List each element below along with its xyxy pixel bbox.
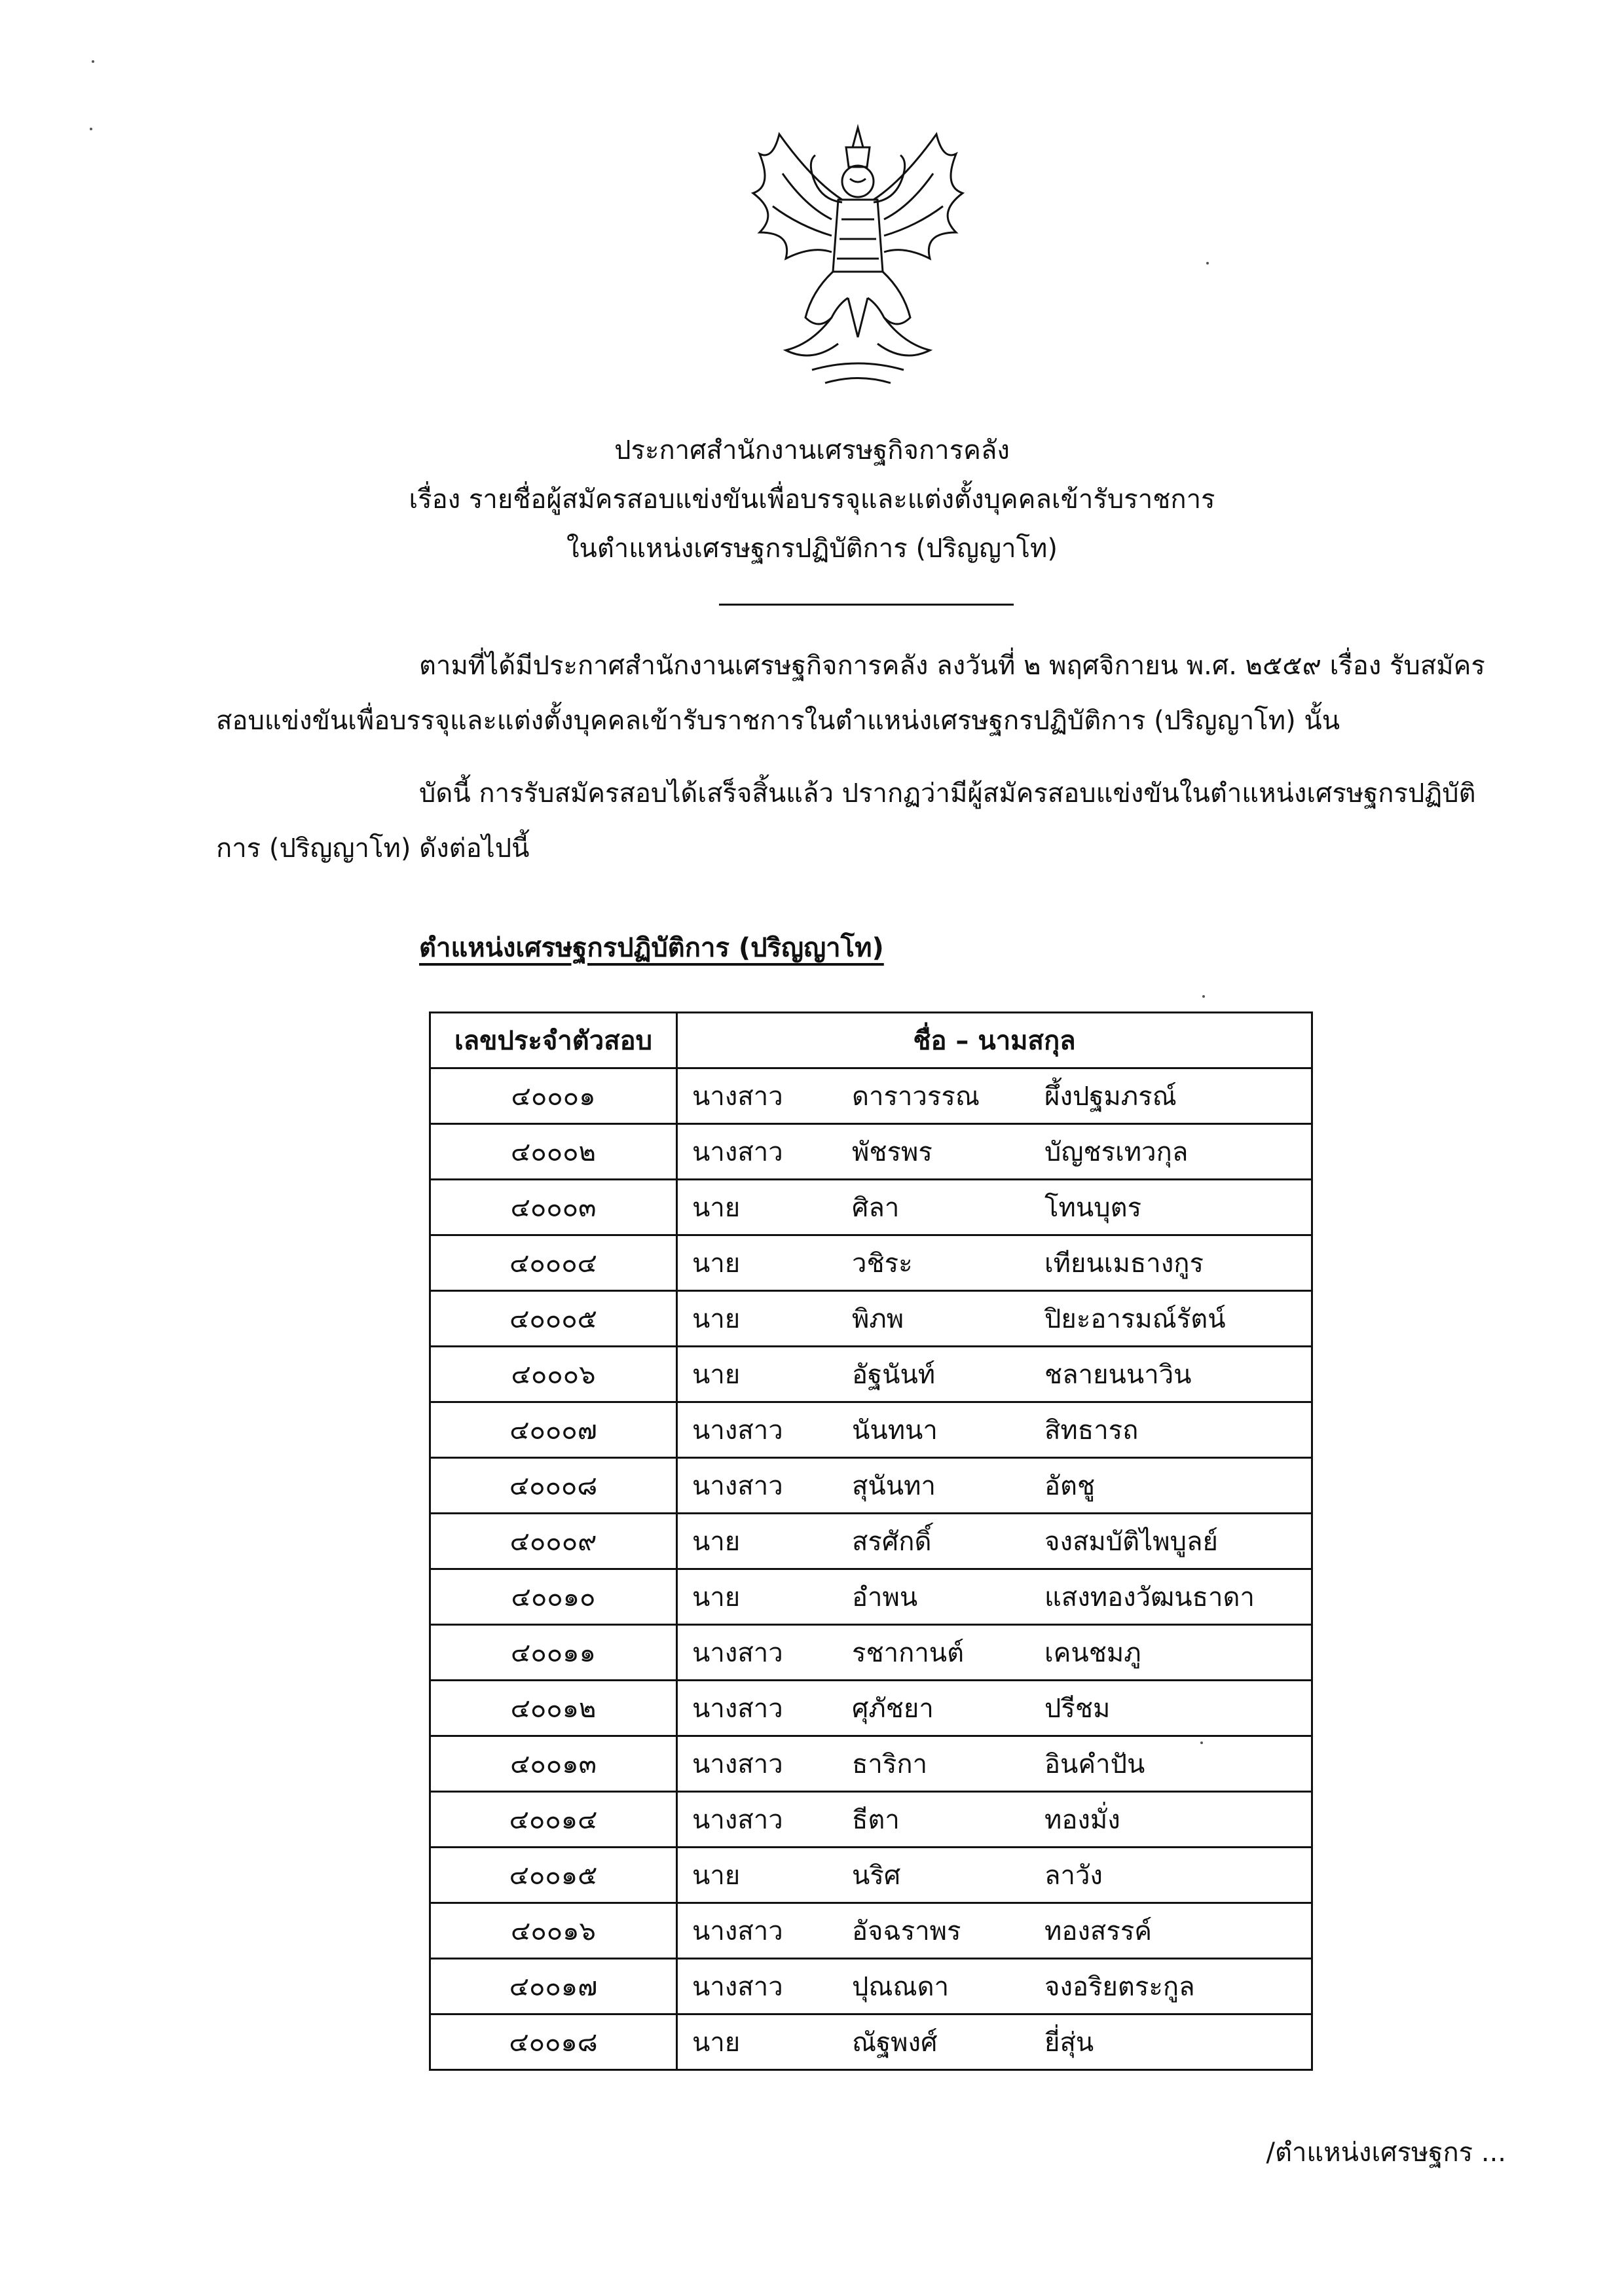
cell-last-name: เทียนเมธางกูร (1030, 1235, 1312, 1291)
scan-speck (1202, 995, 1205, 998)
cell-first-name: นริศ (838, 1848, 1030, 1903)
cell-first-name: รชากานต์ (838, 1625, 1030, 1681)
cell-prefix: นางสาว (677, 1792, 838, 1848)
cell-prefix: นาย (677, 1848, 838, 1903)
cell-last-name: ทองสรรค์ (1030, 1903, 1312, 1959)
cell-last-name: ผึ้งปฐมภรณ์ (1030, 1068, 1312, 1124)
cell-last-name: ลาวัง (1030, 1848, 1312, 1903)
table-row (430, 1625, 1312, 1681)
table-row (430, 1291, 1312, 1347)
title-divider (719, 604, 1014, 606)
cell-exam-id: ๔๐๐๑๔ (430, 1792, 677, 1848)
cell-prefix: นาย (677, 1291, 838, 1347)
cell-last-name: สิทธารถ (1030, 1402, 1312, 1458)
cell-exam-id: ๔๐๐๐๖ (430, 1347, 677, 1402)
cell-prefix: นางสาว (677, 1903, 838, 1959)
table-row (430, 1068, 1312, 1124)
scan-speck (90, 128, 92, 130)
cell-exam-id: ๔๐๐๑๑ (430, 1625, 677, 1681)
garuda-emblem-icon (733, 121, 982, 396)
table-row (430, 1347, 1312, 1402)
cell-first-name: พัชรพร (838, 1124, 1030, 1180)
table-row (430, 2014, 1312, 2070)
title-line-2: เรื่อง รายชื่อผู้สมัครสอบแข่งขันเพื่อบรรจุและแต่งตั้งบุคคลเข้ารับราชการ (409, 484, 1215, 515)
cell-last-name: โทนบุตร (1030, 1180, 1312, 1235)
continuation-note: /ตำแหน่งเศรษฐกร ... (1266, 2138, 1506, 2168)
table-row (430, 1402, 1312, 1458)
cell-first-name: ปุณณดา (838, 1959, 1030, 2014)
cell-last-name: อินคำปัน (1030, 1736, 1312, 1792)
section-heading: ตำแหน่งเศรษฐกรปฏิบัติการ (ปริญญาโท) (419, 933, 884, 963)
cell-prefix: นางสาว (677, 1959, 838, 2014)
cell-last-name: ปิยะอารมณ์รัตน์ (1030, 1291, 1312, 1347)
cell-exam-id: ๔๐๐๑๖ (430, 1903, 677, 1959)
cell-prefix: นาย (677, 1514, 838, 1569)
cell-prefix: นางสาว (677, 1736, 838, 1792)
table-row (430, 1903, 1312, 1959)
title-line-3: ในตำแหน่งเศรษฐกรปฏิบัติการ (ปริญญาโท) (566, 534, 1058, 564)
cell-first-name: สุนันทา (838, 1458, 1030, 1514)
table-row (430, 1235, 1312, 1291)
cell-exam-id: ๔๐๐๐๓ (430, 1180, 677, 1235)
cell-first-name: ดาราวรรณ (838, 1068, 1030, 1124)
cell-exam-id: ๔๐๐๑๒ (430, 1681, 677, 1736)
cell-last-name: ยี่สุ่น (1030, 2014, 1312, 2070)
title-line-1: ประกาศสำนักงานเศรษฐกิจการคลัง (614, 435, 1010, 465)
cell-exam-id: ๔๐๐๐๙ (430, 1514, 677, 1569)
cell-prefix: นาย (677, 1235, 838, 1291)
table-row (430, 1959, 1312, 2014)
table-row (430, 1124, 1312, 1180)
cell-first-name: นันทนา (838, 1402, 1030, 1458)
cell-prefix: นางสาว (677, 1402, 838, 1458)
cell-first-name: ศุภัชยา (838, 1681, 1030, 1736)
cell-prefix: นาย (677, 1347, 838, 1402)
cell-last-name: จงสมบัติไพบูลย์ (1030, 1514, 1312, 1569)
table-row (430, 1180, 1312, 1235)
cell-last-name: จงอริยตระกูล (1030, 1959, 1312, 2014)
table-row (430, 1569, 1312, 1625)
table-row (430, 1458, 1312, 1514)
candidate-table (429, 1011, 1313, 2071)
cell-first-name: ศิลา (838, 1180, 1030, 1235)
table-row (430, 1681, 1312, 1736)
cell-last-name: แสงทองวัฒนธาดา (1030, 1569, 1312, 1625)
table-row (430, 1736, 1312, 1792)
header-exam-id: เลขประจำตัวสอบ (430, 1013, 677, 1068)
cell-first-name: อัฐนันท์ (838, 1347, 1030, 1402)
scan-speck (92, 60, 94, 63)
table-row (430, 1848, 1312, 1903)
cell-last-name: ทองมั่ง (1030, 1792, 1312, 1848)
cell-exam-id: ๔๐๐๐๑ (430, 1068, 677, 1124)
cell-first-name: อำพน (838, 1569, 1030, 1625)
cell-last-name: ชลายนนาวิน (1030, 1347, 1312, 1402)
cell-last-name: บัญชรเทวกุล (1030, 1124, 1312, 1180)
cell-exam-id: ๔๐๐๐๘ (430, 1458, 677, 1514)
cell-prefix: นางสาว (677, 1068, 838, 1124)
paragraph-2: บัดนี้ การรับสมัครสอบได้เสร็จสิ้นแล้ว ปรากฏว่ามีผู้สมัครสอบแข่งขันในตำแหน่งเศรษฐกรปฏิบัติการ (ปริญญาโท) ดังต่อไปนี้ (216, 778, 1476, 864)
cell-first-name: ณัฐพงศ์ (838, 2014, 1030, 2070)
cell-first-name: ธีตา (838, 1792, 1030, 1848)
table-row (430, 1792, 1312, 1848)
scan-speck (1206, 262, 1209, 264)
header-full-name: ชื่อ – นามสกุล (677, 1013, 1312, 1068)
cell-exam-id: ๔๐๐๑๐ (430, 1569, 677, 1625)
cell-exam-id: ๔๐๐๑๕ (430, 1848, 677, 1903)
cell-exam-id: ๔๐๐๐๔ (430, 1235, 677, 1291)
cell-prefix: นาย (677, 1569, 838, 1625)
cell-first-name: พิภพ (838, 1291, 1030, 1347)
cell-prefix: นางสาว (677, 1124, 838, 1180)
cell-first-name: อัจฉราพร (838, 1903, 1030, 1959)
paragraph-1: ตามที่ได้มีประกาศสำนักงานเศรษฐกิจการคลัง ลงวันที่ ๒ พฤศจิกายน พ.ศ. ๒๕๕๙ เรื่อง รับสมัครสอบแข่งขันเพื่อบรรจุและแต่งตั้งบุคคลเข้ารับราชการในตำแหน่งเศรษฐกรปฏิบัติการ (ปริญญาโท) นั้น (216, 651, 1485, 736)
table-header-row (430, 1013, 1312, 1068)
cell-exam-id: ๔๐๐๑๓ (430, 1736, 677, 1792)
cell-exam-id: ๔๐๐๑๗ (430, 1959, 677, 2014)
table-row (430, 1514, 1312, 1569)
cell-exam-id: ๔๐๐๐๒ (430, 1124, 677, 1180)
cell-prefix: นางสาว (677, 1625, 838, 1681)
cell-last-name: อัตชู (1030, 1458, 1312, 1514)
cell-last-name: เคนชมภู (1030, 1625, 1312, 1681)
cell-first-name: สรศักดิ์ (838, 1514, 1030, 1569)
cell-prefix: นางสาว (677, 1458, 838, 1514)
cell-prefix: นางสาว (677, 1681, 838, 1736)
cell-first-name: วชิระ (838, 1235, 1030, 1291)
cell-exam-id: ๔๐๐๐๗ (430, 1402, 677, 1458)
cell-last-name: ปรีชม (1030, 1681, 1312, 1736)
cell-prefix: นาย (677, 1180, 838, 1235)
cell-exam-id: ๔๐๐๑๘ (430, 2014, 677, 2070)
cell-prefix: นาย (677, 2014, 838, 2070)
cell-exam-id: ๔๐๐๐๕ (430, 1291, 677, 1347)
cell-first-name: ธาริกา (838, 1736, 1030, 1792)
